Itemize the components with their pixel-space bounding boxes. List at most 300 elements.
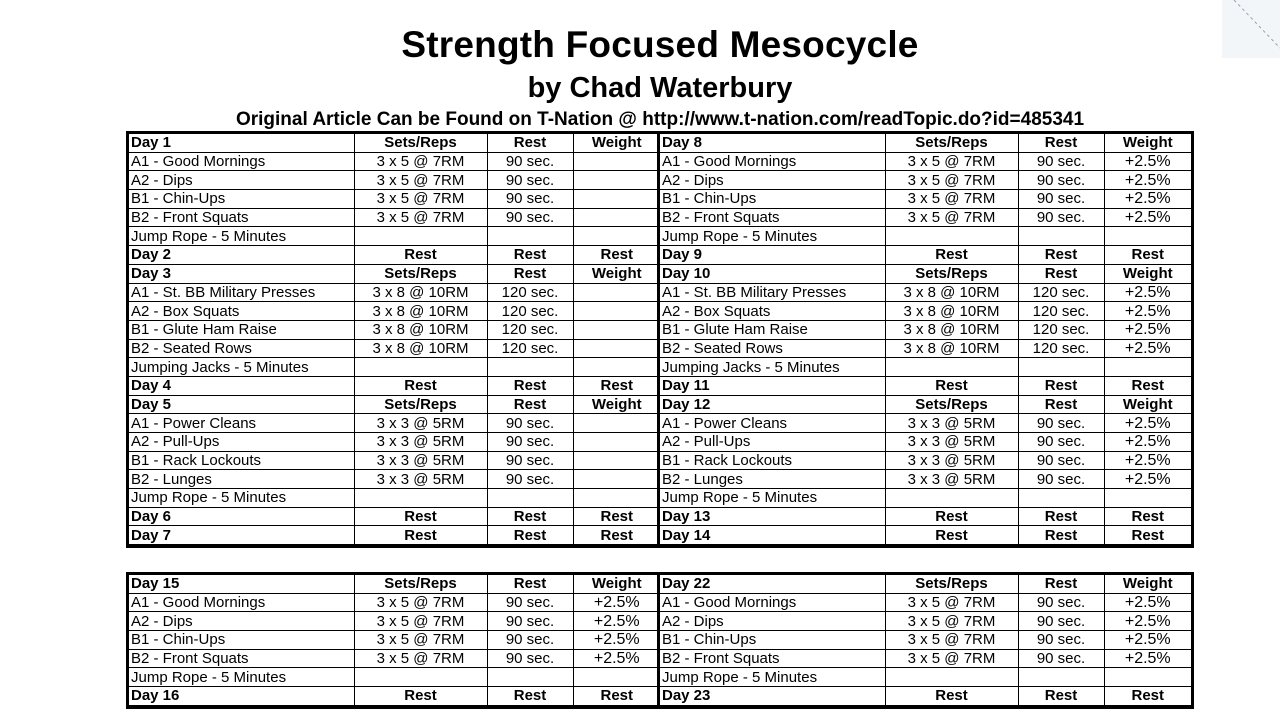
exercise-cell: B1 - Rack Lockouts [129, 451, 354, 470]
weight-cell: +2.5% [1104, 190, 1191, 209]
table-row [660, 414, 1191, 433]
table-row [660, 190, 1191, 209]
sets-reps-cell [354, 358, 487, 377]
day-header-row [129, 575, 660, 593]
rest-cell: Rest [487, 526, 573, 545]
exercise-cell: B2 - Lunges [129, 470, 354, 489]
sets-reps-cell [354, 227, 487, 246]
sets-reps-cell: 3 x 5 @ 7RM [354, 171, 487, 190]
rest-cell: Rest [1018, 687, 1104, 706]
rest-cell: Rest [1018, 507, 1104, 526]
sets-reps-cell: 3 x 5 @ 7RM [354, 593, 487, 612]
weight-cell: Rest [573, 246, 660, 265]
exercise-cell: B2 - Lunges [660, 470, 885, 489]
weight-cell [573, 152, 660, 171]
table-row [660, 302, 1191, 321]
exercise-cell: A1 - Good Mornings [660, 593, 885, 612]
weight-cell [573, 339, 660, 358]
day-label: Day 2 [129, 246, 354, 265]
weight-cell: +2.5% [573, 631, 660, 650]
sets-reps-cell: 3 x 3 @ 5RM [354, 414, 487, 433]
weight-cell: +2.5% [1104, 612, 1191, 631]
rest-cell: Rest [1018, 246, 1104, 265]
sets-reps-cell: 3 x 5 @ 7RM [354, 190, 487, 209]
day-header-row [129, 526, 660, 545]
table-row [660, 489, 1191, 508]
day-header-row [660, 526, 1191, 545]
sets-reps-cell: 3 x 5 @ 7RM [354, 208, 487, 227]
rest-cell: 120 sec. [487, 302, 573, 321]
exercise-cell: B1 - Glute Ham Raise [129, 320, 354, 339]
weight-cell: Rest [1104, 507, 1191, 526]
rest-cell: 90 sec. [1018, 152, 1104, 171]
table-row [660, 283, 1191, 302]
day-header-row [660, 507, 1191, 526]
weight-cell: +2.5% [1104, 302, 1191, 321]
sets-reps-cell: 3 x 3 @ 5RM [885, 433, 1018, 452]
sets-reps-cell: 3 x 5 @ 7RM [885, 152, 1018, 171]
day-label: Day 13 [660, 507, 885, 526]
exercise-cell: B1 - Chin-Ups [129, 190, 354, 209]
source-note: Original Article Can be Found on T-Nation @ http://www.t-nation.com/readTopic.do?id=485341 [235, 109, 1085, 130]
weight-cell: +2.5% [1104, 649, 1191, 668]
sets-reps-cell: Rest [354, 526, 487, 545]
table-row [129, 152, 660, 171]
table-row [660, 339, 1191, 358]
weight-cell [573, 320, 660, 339]
weight-cell: +2.5% [1104, 593, 1191, 612]
exercise-cell: Jump Rope - 5 Minutes [129, 227, 354, 246]
table-row [660, 433, 1191, 452]
rest-cell: 90 sec. [487, 414, 573, 433]
rest-cell: Rest [487, 687, 573, 706]
sets-reps-cell: Rest [885, 687, 1018, 706]
weight-cell [573, 227, 660, 246]
exercise-cell: A1 - Good Mornings [660, 152, 885, 171]
sets-reps-cell: Sets/Reps [885, 264, 1018, 283]
exercise-cell: Jump Rope - 5 Minutes [660, 489, 885, 508]
weight-cell: Rest [573, 526, 660, 545]
sets-reps-cell: 3 x 8 @ 10RM [354, 302, 487, 321]
weight-cell: +2.5% [1104, 283, 1191, 302]
rest-cell: 120 sec. [1018, 339, 1104, 358]
sets-reps-cell: Sets/Reps [354, 134, 487, 152]
weight-cell: Rest [1104, 526, 1191, 545]
rest-cell: 90 sec. [487, 631, 573, 650]
sets-reps-cell: Sets/Reps [885, 395, 1018, 414]
day-label: Day 9 [660, 246, 885, 265]
exercise-cell: B2 - Front Squats [660, 208, 885, 227]
exercise-cell: B1 - Chin-Ups [660, 631, 885, 650]
sets-reps-cell: 3 x 5 @ 7RM [885, 190, 1018, 209]
table-row [129, 668, 660, 687]
exercise-cell: A2 - Pull-Ups [660, 433, 885, 452]
day-header-row [129, 507, 660, 526]
rest-cell: 90 sec. [487, 433, 573, 452]
rest-cell: 120 sec. [1018, 283, 1104, 302]
table-row [129, 283, 660, 302]
table-row [129, 339, 660, 358]
sets-reps-cell: Rest [885, 376, 1018, 395]
rest-cell: Rest [1018, 264, 1104, 283]
rest-cell: 120 sec. [1018, 302, 1104, 321]
exercise-cell: A2 - Box Squats [129, 302, 354, 321]
weight-cell [573, 451, 660, 470]
sets-reps-cell: 3 x 5 @ 7RM [885, 208, 1018, 227]
sets-reps-cell: Rest [354, 246, 487, 265]
table-row [129, 302, 660, 321]
rest-cell: 90 sec. [1018, 190, 1104, 209]
weight-cell: Weight [573, 395, 660, 414]
table-row [129, 470, 660, 489]
rest-cell: 90 sec. [487, 470, 573, 489]
rest-cell: 90 sec. [1018, 451, 1104, 470]
sets-reps-cell: Rest [885, 526, 1018, 545]
weight-cell: Rest [1104, 246, 1191, 265]
exercise-cell: A1 - Good Mornings [129, 152, 354, 171]
table-row [129, 190, 660, 209]
exercise-cell: Jump Rope - 5 Minutes [660, 227, 885, 246]
day-header-row [129, 264, 660, 283]
rest-cell: 90 sec. [1018, 171, 1104, 190]
exercise-cell: A2 - Dips [660, 612, 885, 631]
table-row [660, 358, 1191, 377]
rest-cell: Rest [487, 395, 573, 414]
rest-cell: 90 sec. [487, 190, 573, 209]
table-row [129, 489, 660, 508]
table-row [129, 612, 660, 631]
exercise-cell: B2 - Seated Rows [129, 339, 354, 358]
rest-cell [1018, 358, 1104, 377]
sets-reps-cell: Rest [354, 376, 487, 395]
weight-cell [573, 171, 660, 190]
weight-cell [1104, 358, 1191, 377]
weight-cell: Rest [1104, 687, 1191, 706]
sets-reps-cell [885, 668, 1018, 687]
sets-reps-cell: 3 x 5 @ 7RM [885, 649, 1018, 668]
week-3-panel [129, 575, 660, 706]
sets-reps-cell: 3 x 3 @ 5RM [354, 470, 487, 489]
exercise-cell: A2 - Dips [129, 612, 354, 631]
day-header-row [660, 376, 1191, 395]
weight-cell: +2.5% [1104, 171, 1191, 190]
table-row [129, 320, 660, 339]
rest-cell [487, 489, 573, 508]
rest-cell: 90 sec. [1018, 414, 1104, 433]
week-1-panel [129, 134, 660, 545]
sets-reps-cell: 3 x 3 @ 5RM [354, 433, 487, 452]
sets-reps-cell: 3 x 8 @ 10RM [354, 339, 487, 358]
weight-cell: Rest [573, 507, 660, 526]
weight-cell: +2.5% [1104, 208, 1191, 227]
exercise-cell: B2 - Front Squats [129, 649, 354, 668]
weight-cell [573, 668, 660, 687]
weight-cell [1104, 489, 1191, 508]
rest-cell: 120 sec. [487, 283, 573, 302]
rest-cell: 90 sec. [487, 451, 573, 470]
weight-cell [573, 433, 660, 452]
exercise-cell: A1 - St. BB Military Presses [129, 283, 354, 302]
day-label: Day 6 [129, 507, 354, 526]
weight-cell [573, 190, 660, 209]
day-header-row [660, 246, 1191, 265]
day-label: Day 16 [129, 687, 354, 706]
exercise-cell: Jump Rope - 5 Minutes [129, 668, 354, 687]
sets-reps-cell [354, 668, 487, 687]
exercise-cell: B1 - Chin-Ups [660, 190, 885, 209]
exercise-cell: B1 - Chin-Ups [129, 631, 354, 650]
document-title: Strength Focused Mesocycle [401, 24, 919, 65]
exercise-cell: A2 - Pull-Ups [129, 433, 354, 452]
rest-cell: 90 sec. [1018, 433, 1104, 452]
rest-cell: 90 sec. [487, 612, 573, 631]
weight-cell: Weight [573, 134, 660, 152]
sets-reps-cell [354, 489, 487, 508]
week-4-panel [660, 575, 1191, 706]
rest-cell: Rest [1018, 134, 1104, 152]
table-row [660, 631, 1191, 650]
table-row [660, 208, 1191, 227]
sets-reps-cell: Rest [885, 507, 1018, 526]
exercise-cell: A1 - Power Cleans [660, 414, 885, 433]
day-label: Day 23 [660, 687, 885, 706]
sets-reps-cell: 3 x 5 @ 7RM [885, 171, 1018, 190]
sets-reps-cell: 3 x 3 @ 5RM [885, 414, 1018, 433]
sets-reps-cell: 3 x 5 @ 7RM [885, 631, 1018, 650]
sets-reps-cell: 3 x 3 @ 5RM [885, 451, 1018, 470]
sets-reps-cell: Sets/Reps [354, 264, 487, 283]
weight-cell: Rest [1104, 376, 1191, 395]
sets-reps-cell [885, 358, 1018, 377]
sets-reps-cell: 3 x 5 @ 7RM [885, 593, 1018, 612]
weight-cell [573, 489, 660, 508]
table-row [660, 668, 1191, 687]
weight-cell: +2.5% [573, 593, 660, 612]
weight-cell: Rest [573, 687, 660, 706]
table-row [129, 227, 660, 246]
day-header-row [660, 264, 1191, 283]
day-label: Day 1 [129, 134, 354, 152]
day-label: Day 15 [129, 575, 354, 593]
day-header-row [660, 575, 1191, 593]
sets-reps-cell: 3 x 3 @ 5RM [354, 451, 487, 470]
table-row [660, 612, 1191, 631]
sets-reps-cell: Sets/Reps [354, 575, 487, 593]
day-label: Day 12 [660, 395, 885, 414]
week-3-table [129, 575, 660, 706]
sets-reps-cell: 3 x 8 @ 10RM [885, 302, 1018, 321]
table-row [129, 451, 660, 470]
weight-cell: Rest [573, 376, 660, 395]
weight-cell: Weight [1104, 395, 1191, 414]
day-label: Day 8 [660, 134, 885, 152]
weight-cell: +2.5% [1104, 433, 1191, 452]
rest-cell: Rest [487, 575, 573, 593]
weight-cell: +2.5% [573, 612, 660, 631]
rest-cell: 90 sec. [487, 171, 573, 190]
weight-cell [573, 358, 660, 377]
exercise-cell: A1 - Good Mornings [129, 593, 354, 612]
rest-cell: 120 sec. [1018, 320, 1104, 339]
table-row [129, 414, 660, 433]
sets-reps-cell: Sets/Reps [354, 395, 487, 414]
table-row [660, 320, 1191, 339]
rest-cell: Rest [1018, 575, 1104, 593]
sets-reps-cell: Sets/Reps [885, 575, 1018, 593]
day-label: Day 10 [660, 264, 885, 283]
day-label: Day 22 [660, 575, 885, 593]
weight-cell: +2.5% [1104, 414, 1191, 433]
day-header-row [660, 134, 1191, 152]
weight-cell [1104, 668, 1191, 687]
rest-cell [1018, 227, 1104, 246]
rest-cell: 90 sec. [487, 649, 573, 668]
table-row [129, 631, 660, 650]
table-row [660, 152, 1191, 171]
table-row [129, 358, 660, 377]
sets-reps-cell [885, 489, 1018, 508]
sets-reps-cell: 3 x 8 @ 10RM [354, 283, 487, 302]
sets-reps-cell: Sets/Reps [885, 134, 1018, 152]
sets-reps-cell: Rest [354, 687, 487, 706]
exercise-cell: A1 - St. BB Military Presses [660, 283, 885, 302]
table-row [660, 451, 1191, 470]
rest-cell: 90 sec. [487, 208, 573, 227]
sets-reps-cell: Rest [885, 246, 1018, 265]
rest-cell: 90 sec. [1018, 649, 1104, 668]
exercise-cell: Jumping Jacks - 5 Minutes [660, 358, 885, 377]
rest-cell: 120 sec. [487, 320, 573, 339]
exercise-cell: B2 - Front Squats [129, 208, 354, 227]
sets-reps-cell: Rest [354, 507, 487, 526]
sets-reps-cell: 3 x 5 @ 7RM [354, 649, 487, 668]
weight-cell: Weight [573, 264, 660, 283]
weight-cell: +2.5% [1104, 339, 1191, 358]
day-header-row [129, 687, 660, 706]
table-row [660, 227, 1191, 246]
rest-cell: 120 sec. [487, 339, 573, 358]
rest-cell [487, 668, 573, 687]
table-row [660, 171, 1191, 190]
exercise-cell: A2 - Dips [129, 171, 354, 190]
day-label: Day 5 [129, 395, 354, 414]
rest-cell: 90 sec. [1018, 631, 1104, 650]
rest-cell: 90 sec. [1018, 470, 1104, 489]
weight-cell [573, 414, 660, 433]
week-4-table [660, 575, 1191, 706]
weight-cell: +2.5% [1104, 152, 1191, 171]
exercise-cell: A2 - Box Squats [660, 302, 885, 321]
week-2-panel [660, 134, 1191, 545]
weight-cell [573, 302, 660, 321]
rest-cell: 90 sec. [487, 152, 573, 171]
sets-reps-cell: 3 x 3 @ 5RM [885, 470, 1018, 489]
exercise-cell: Jump Rope - 5 Minutes [660, 668, 885, 687]
day-label: Day 7 [129, 526, 354, 545]
weight-cell: +2.5% [1104, 451, 1191, 470]
exercise-cell: Jumping Jacks - 5 Minutes [129, 358, 354, 377]
day-label: Day 4 [129, 376, 354, 395]
rest-cell: Rest [1018, 526, 1104, 545]
weight-cell [573, 283, 660, 302]
sets-reps-cell: 3 x 8 @ 10RM [885, 339, 1018, 358]
rest-cell: Rest [487, 376, 573, 395]
table-row [660, 470, 1191, 489]
table-row [129, 433, 660, 452]
rest-cell: 90 sec. [1018, 593, 1104, 612]
day-label: Day 14 [660, 526, 885, 545]
weight-cell: Weight [1104, 264, 1191, 283]
sets-reps-cell: 3 x 8 @ 10RM [885, 320, 1018, 339]
rest-cell [487, 358, 573, 377]
day-header-row [129, 395, 660, 414]
rest-cell: Rest [487, 246, 573, 265]
weight-cell: +2.5% [1104, 320, 1191, 339]
table-row [129, 649, 660, 668]
rest-cell [487, 227, 573, 246]
table-row [660, 593, 1191, 612]
rest-cell: 90 sec. [1018, 208, 1104, 227]
rest-cell: Rest [1018, 395, 1104, 414]
exercise-cell: A2 - Dips [660, 171, 885, 190]
sets-reps-cell [885, 227, 1018, 246]
day-header-row [660, 395, 1191, 414]
sets-reps-cell: 3 x 5 @ 7RM [354, 612, 487, 631]
weight-cell: Weight [1104, 134, 1191, 152]
day-label: Day 11 [660, 376, 885, 395]
weight-cell: +2.5% [1104, 470, 1191, 489]
sets-reps-cell: 3 x 8 @ 10RM [354, 320, 487, 339]
document-subtitle: by Chad Waterbury [527, 72, 793, 104]
sets-reps-cell: 3 x 5 @ 7RM [354, 152, 487, 171]
sets-reps-cell: 3 x 8 @ 10RM [885, 283, 1018, 302]
day-header-row [660, 687, 1191, 706]
weight-cell [573, 208, 660, 227]
day-header-row [129, 376, 660, 395]
schedule-block-weeks-1-2 [126, 131, 1194, 548]
sets-reps-cell: 3 x 5 @ 7RM [885, 612, 1018, 631]
rest-cell: 90 sec. [487, 593, 573, 612]
rest-cell: 90 sec. [1018, 612, 1104, 631]
sets-reps-cell: 3 x 5 @ 7RM [354, 631, 487, 650]
weight-cell [573, 470, 660, 489]
exercise-cell: Jump Rope - 5 Minutes [129, 489, 354, 508]
weight-cell: Weight [1104, 575, 1191, 593]
weight-cell [1104, 227, 1191, 246]
schedule-block-weeks-3-4 [126, 572, 1194, 709]
day-header-row [129, 134, 660, 152]
week-2-table [660, 134, 1191, 545]
weight-cell: Weight [573, 575, 660, 593]
table-row [129, 593, 660, 612]
rest-cell [1018, 489, 1104, 508]
exercise-cell: A1 - Power Cleans [129, 414, 354, 433]
rest-cell: Rest [487, 507, 573, 526]
weight-cell: +2.5% [573, 649, 660, 668]
rest-cell: Rest [487, 264, 573, 283]
exercise-cell: B2 - Seated Rows [660, 339, 885, 358]
rest-cell: Rest [1018, 376, 1104, 395]
rest-cell: Rest [487, 134, 573, 152]
table-row [660, 649, 1191, 668]
exercise-cell: B1 - Glute Ham Raise [660, 320, 885, 339]
exercise-cell: B2 - Front Squats [660, 649, 885, 668]
week-1-table [129, 134, 660, 545]
table-row [129, 208, 660, 227]
rest-cell [1018, 668, 1104, 687]
weight-cell: +2.5% [1104, 631, 1191, 650]
exercise-cell: B1 - Rack Lockouts [660, 451, 885, 470]
